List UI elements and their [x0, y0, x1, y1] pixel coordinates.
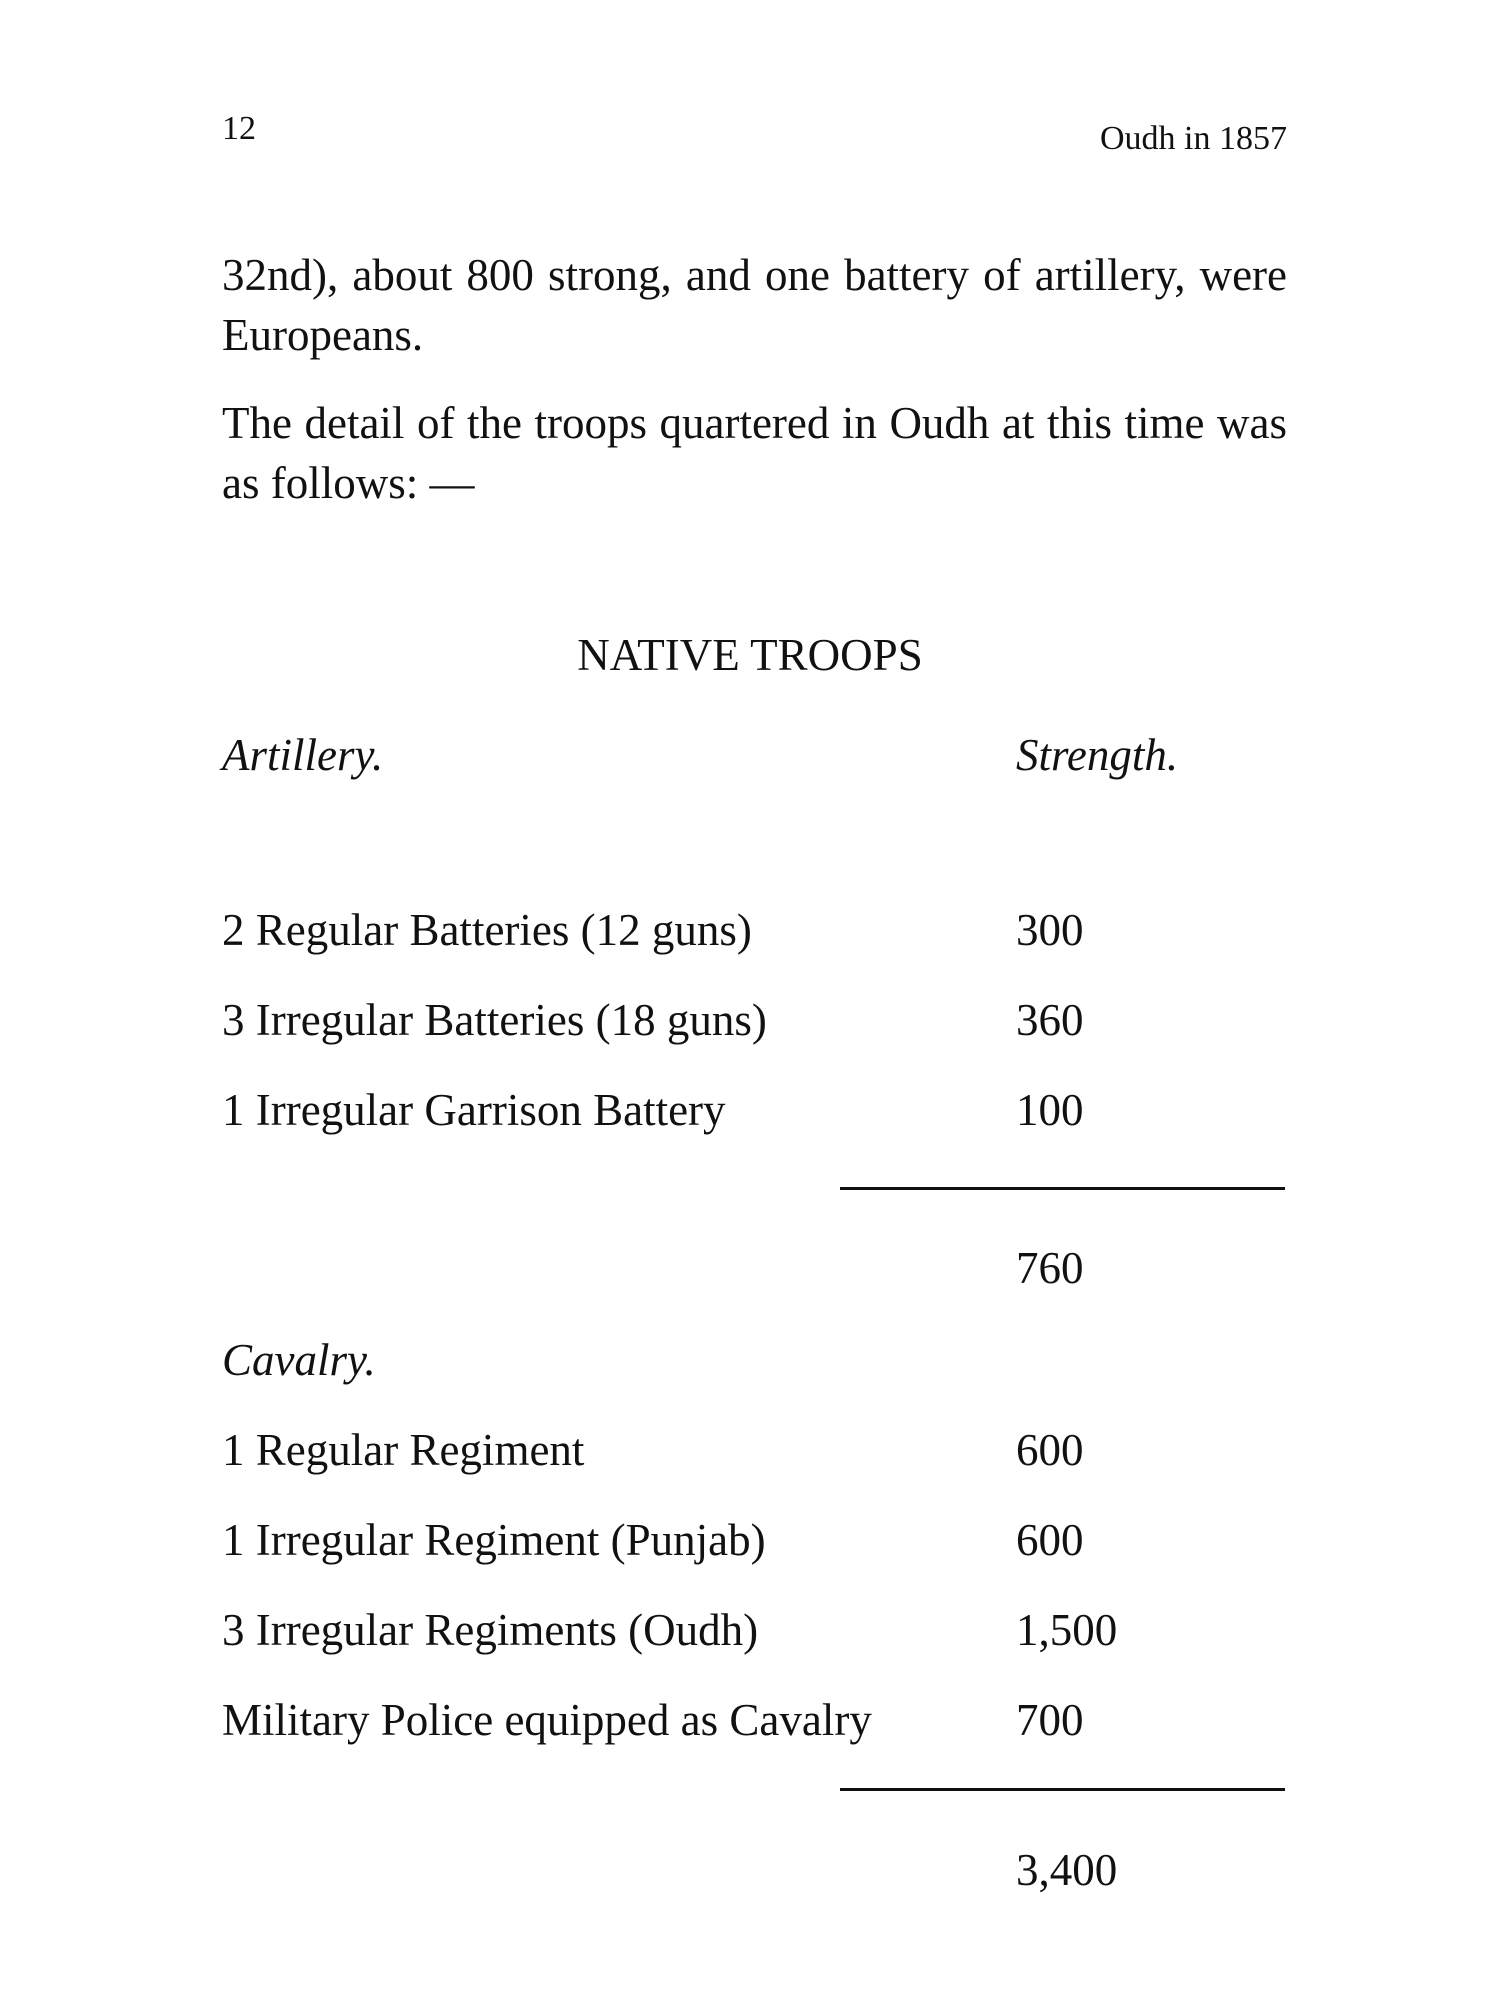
body-paragraph: 32nd), about 800 strong, and one battery of artillery, were Europeans. — [222, 250, 1287, 360]
row-value: 1,500 — [1016, 1605, 1118, 1655]
table-row — [222, 990, 1287, 1050]
cavalry-total: 3,400 — [1016, 1845, 1118, 1895]
table-title: NATIVE TROOPS — [577, 630, 923, 680]
table-row — [222, 1080, 1287, 1140]
artillery-total: 760 — [1016, 1243, 1084, 1293]
row-label: 1 Regular Regiment — [222, 1425, 585, 1475]
row-value: 300 — [1016, 905, 1084, 955]
row-label: 1 Irregular Garrison Battery — [222, 1085, 726, 1135]
column-heading-category: Artillery. — [222, 730, 384, 780]
table-row — [222, 1510, 1287, 1570]
row-label: 3 Irregular Batteries (18 guns) — [222, 995, 767, 1045]
table-row — [222, 900, 1287, 960]
column-heading-strength: Strength. — [1016, 730, 1179, 780]
body-paragraph: The detail of the troops quartered in Oudh at this time was as follows: — — [222, 398, 1287, 508]
row-label: Military Police equipped as Cavalry — [222, 1695, 872, 1745]
table-row — [222, 1690, 1287, 1750]
row-value: 360 — [1016, 995, 1084, 1045]
running-head: Oudh in 1857 — [1100, 120, 1287, 157]
row-label: 2 Regular Batteries (12 guns) — [222, 905, 752, 955]
cavalry-heading: Cavalry. — [222, 1335, 376, 1385]
row-label: 3 Irregular Regiments (Oudh) — [222, 1605, 759, 1655]
row-value: 600 — [1016, 1425, 1084, 1475]
table-row — [222, 1600, 1287, 1660]
row-value: 700 — [1016, 1695, 1084, 1745]
total-rule — [840, 1788, 1285, 1791]
table-row — [222, 1420, 1287, 1480]
total-rule — [840, 1187, 1285, 1190]
row-label: 1 Irregular Regiment (Punjab) — [222, 1515, 766, 1565]
row-value: 100 — [1016, 1085, 1084, 1135]
page-number: 12 — [222, 110, 256, 147]
row-value: 600 — [1016, 1515, 1084, 1565]
